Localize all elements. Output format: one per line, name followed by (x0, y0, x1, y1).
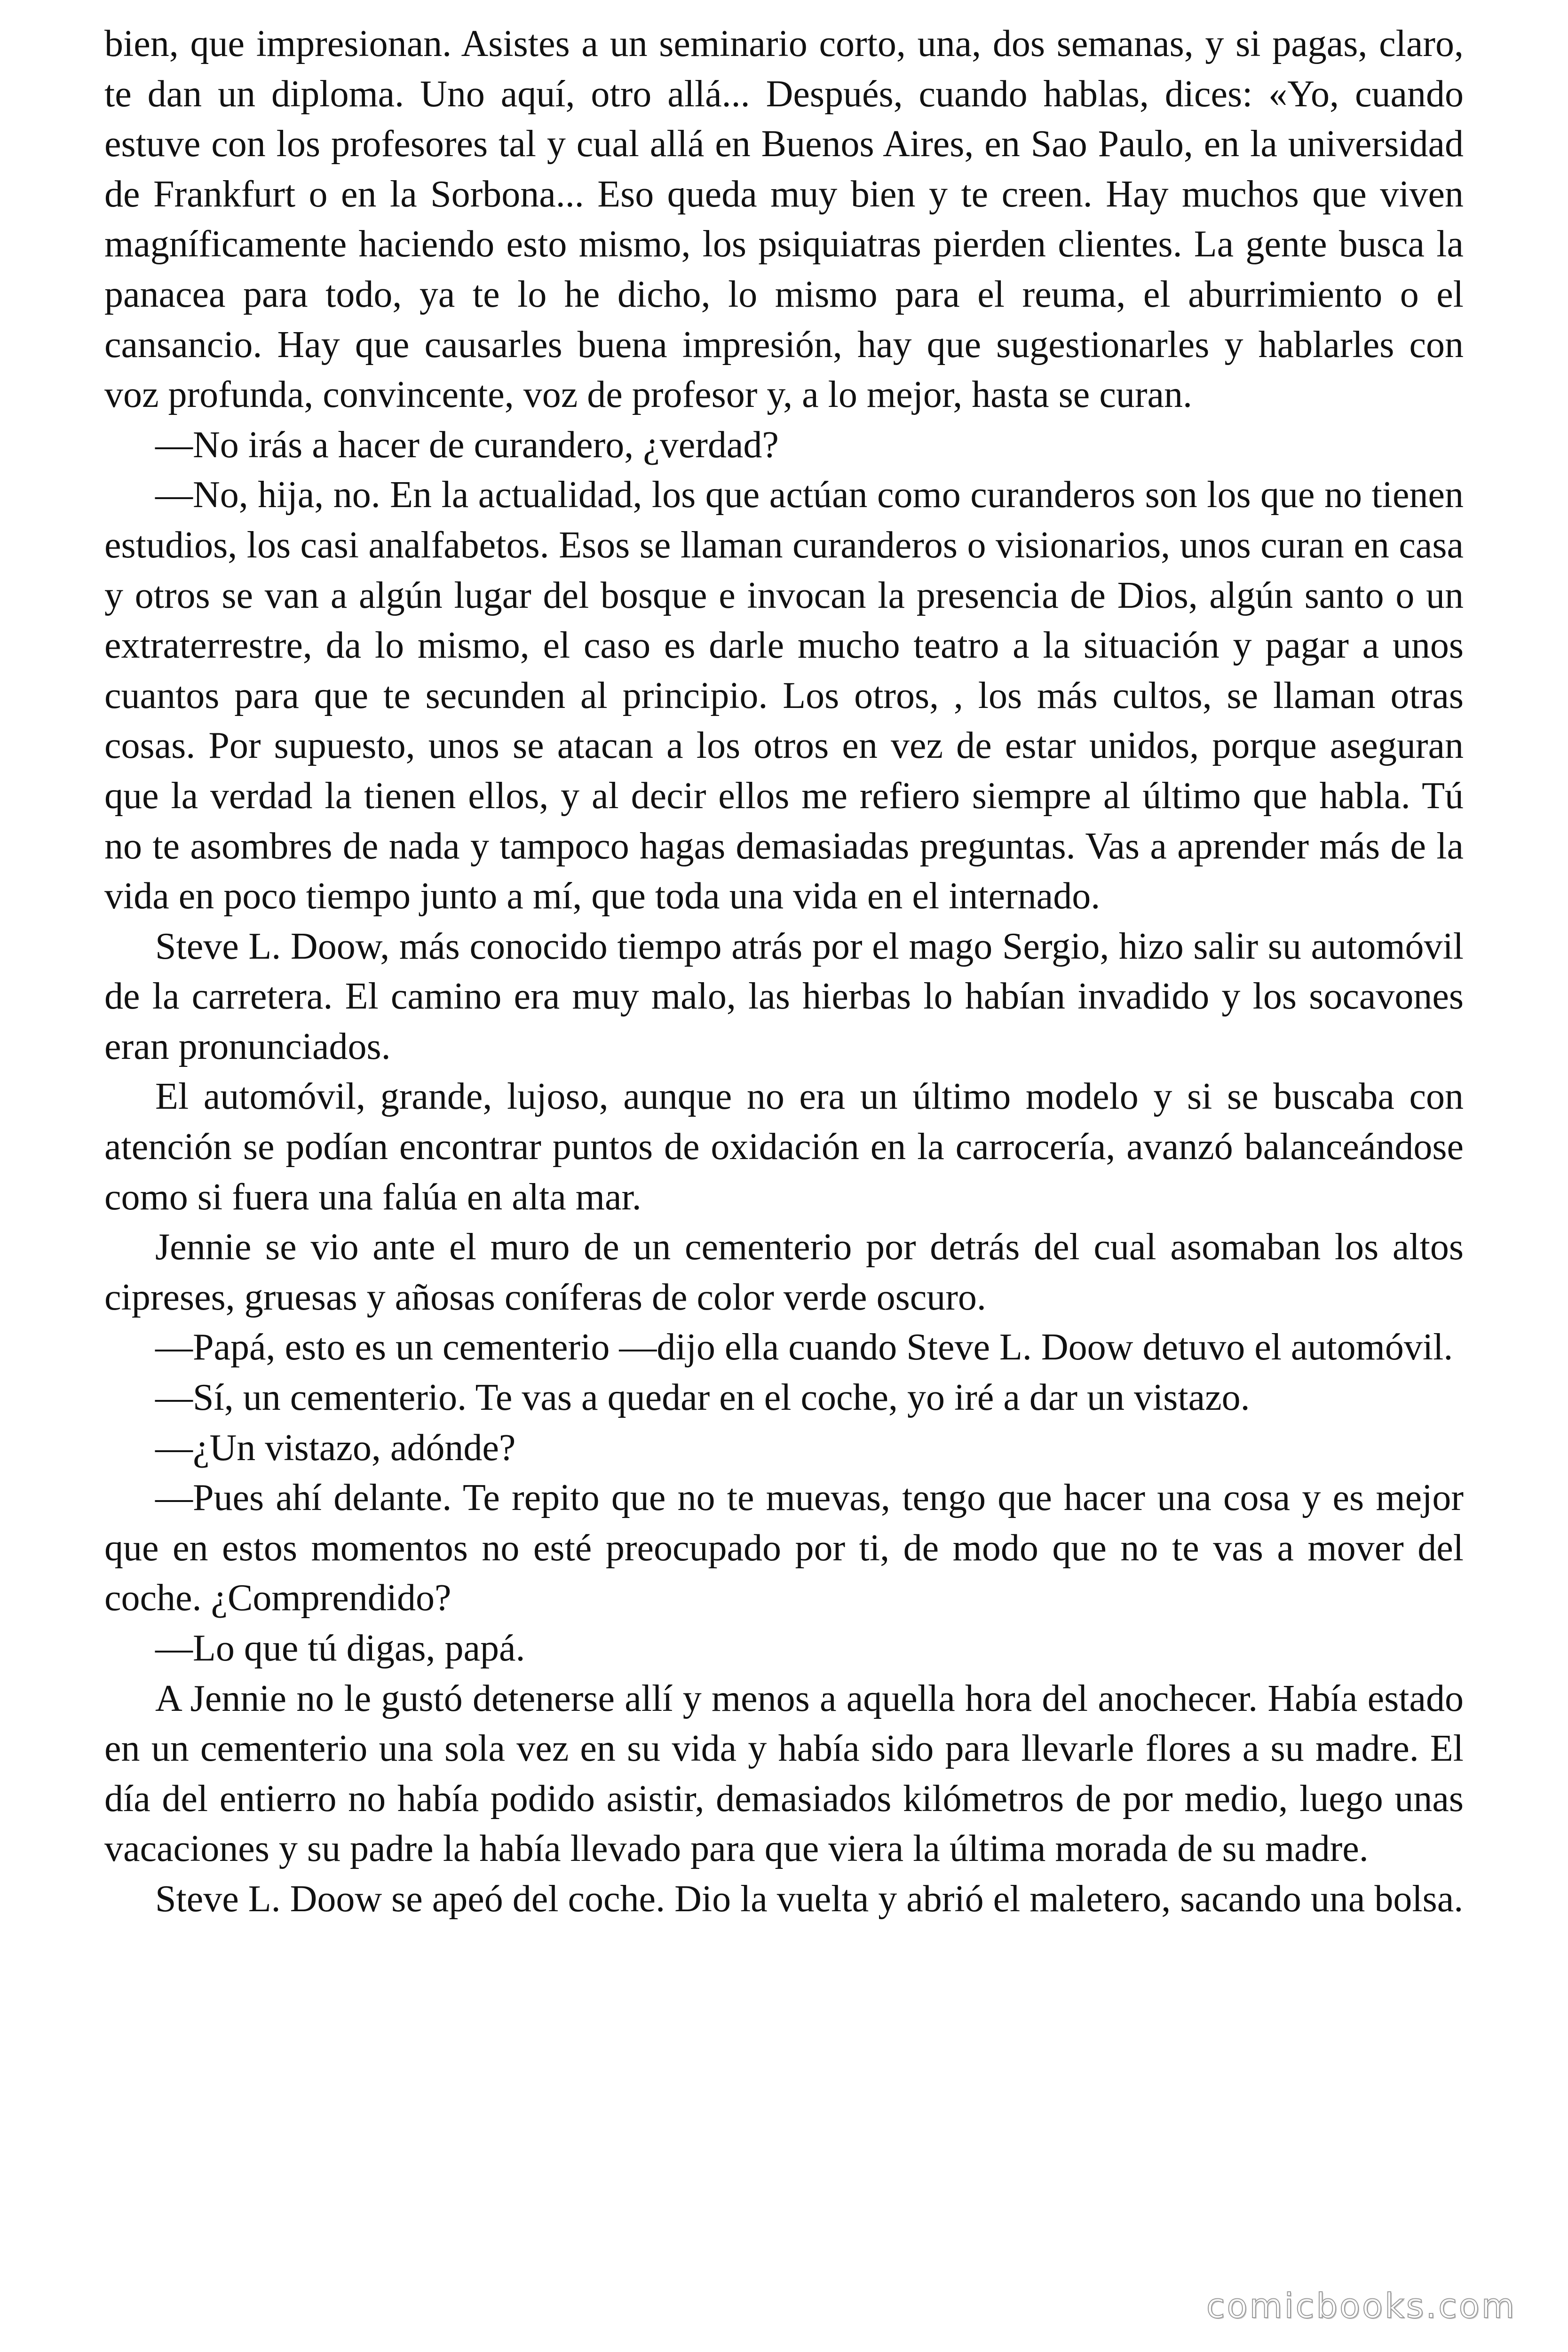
paragraph: —Lo que tú digas, papá. (155, 1628, 525, 1669)
book-page (104, 19, 1464, 1924)
paragraph: Steve L. Doow se apeó del coche. Dio la vuelta y abrió el maletero, sacando una bolsa. (155, 1878, 1464, 1920)
paragraph: —¿Un vistazo, adónde? (155, 1427, 516, 1469)
paragraph: —Pues ahí delante. Te repito que no te muevas, tengo que hacer una cosa y es mejor que en estos momentos no esté preocupado por ti, de modo que no te vas a mover del coche. ¿Comprendido? (104, 1477, 1464, 1619)
watermark: comicbooks.com (1206, 2286, 1516, 2326)
paragraph: El automóvil, grande, lujoso, aunque no era un último modelo y si se buscaba con atención se podían encontrar puntos de oxidación en la carrocería, avanzó balanceándose como si fuera una falúa en alta mar. (104, 1076, 1464, 1218)
paragraph: —Sí, un cementerio. Te vas a quedar en el coche, yo iré a dar un vistazo. (155, 1377, 1250, 1419)
paragraph: bien, que impresionan. Asistes a un seminario corto, una, dos semanas, y si pagas, claro, te dan un diploma. Uno aquí, otro allá... Después, cuando hablas, dices: «Yo, cuando estuve con los profesores tal y cual allá en Buenos Aires, en Sao Paulo, en la universidad de Frankfurt o en la Sorbona... Eso queda muy bien y te creen. Hay muchos que viven magníficamente haciendo esto mismo, los psiquiatras pierden clientes. La gente busca la panacea para todo, ya te lo he dicho, lo mismo para el reuma, el aburrimiento o el cansancio. Hay que causarles buena impresión, hay que sugestionarles y hablarles con voz profunda, convincente, voz de profesor y, a lo mejor, hasta se curan. (104, 23, 1464, 416)
paragraph: Steve L. Doow, más conocido tiempo atrás por el mago Sergio, hizo salir su automóvil de la carretera. El camino era muy malo, las hierbas lo habían invadido y los socavones eran pronunciados. (104, 925, 1464, 1067)
paragraph: Jennie se vio ante el muro de un cementerio por detrás del cual asomaban los altos cipreses, gruesas y añosas coníferas de color verde oscuro. (104, 1226, 1464, 1318)
paragraph: —Papá, esto es un cementerio —dijo ella cuando Steve L. Doow detuvo el automóvil. (155, 1327, 1453, 1368)
paragraph: —No, hija, no. En la actualidad, los que actúan como curanderos son los que no tienen estudios, los casi analfabetos. Esos se llaman curanderos o visionarios, unos curan en casa y otros se van a algún lugar del bosque e invocan la presencia de Dios, algún santo o un extraterrestre, da lo mismo, el caso es darle mucho teatro a la situación y pagar a unos cuantos para que te secunden al principio. Los otros, , los más cultos, se llaman otras cosas. Por supuesto, unos se atacan a los otros en vez de estar unidos, porque aseguran que la verdad la tienen ellos, y al decir ellos me refiero siempre al último que habla. Tú no te asombres de nada y tampoco hagas demasiadas preguntas. Vas a aprender más de la vida en poco tiempo junto a mí, que toda una vida en el internado. (104, 474, 1464, 917)
paragraph: A Jennie no le gustó detenerse allí y menos a aquella hora del anochecer. Había estado en un cementerio una sola vez en su vida y había sido para llevarle flores a su madre. El día del entierro no había podido asistir, demasiados kilómetros de por medio, luego unas vacaciones y su padre la había llevado para que viera la última morada de su madre. (104, 1677, 1464, 1870)
paragraph: —No irás a hacer de curandero, ¿verdad? (155, 424, 779, 466)
